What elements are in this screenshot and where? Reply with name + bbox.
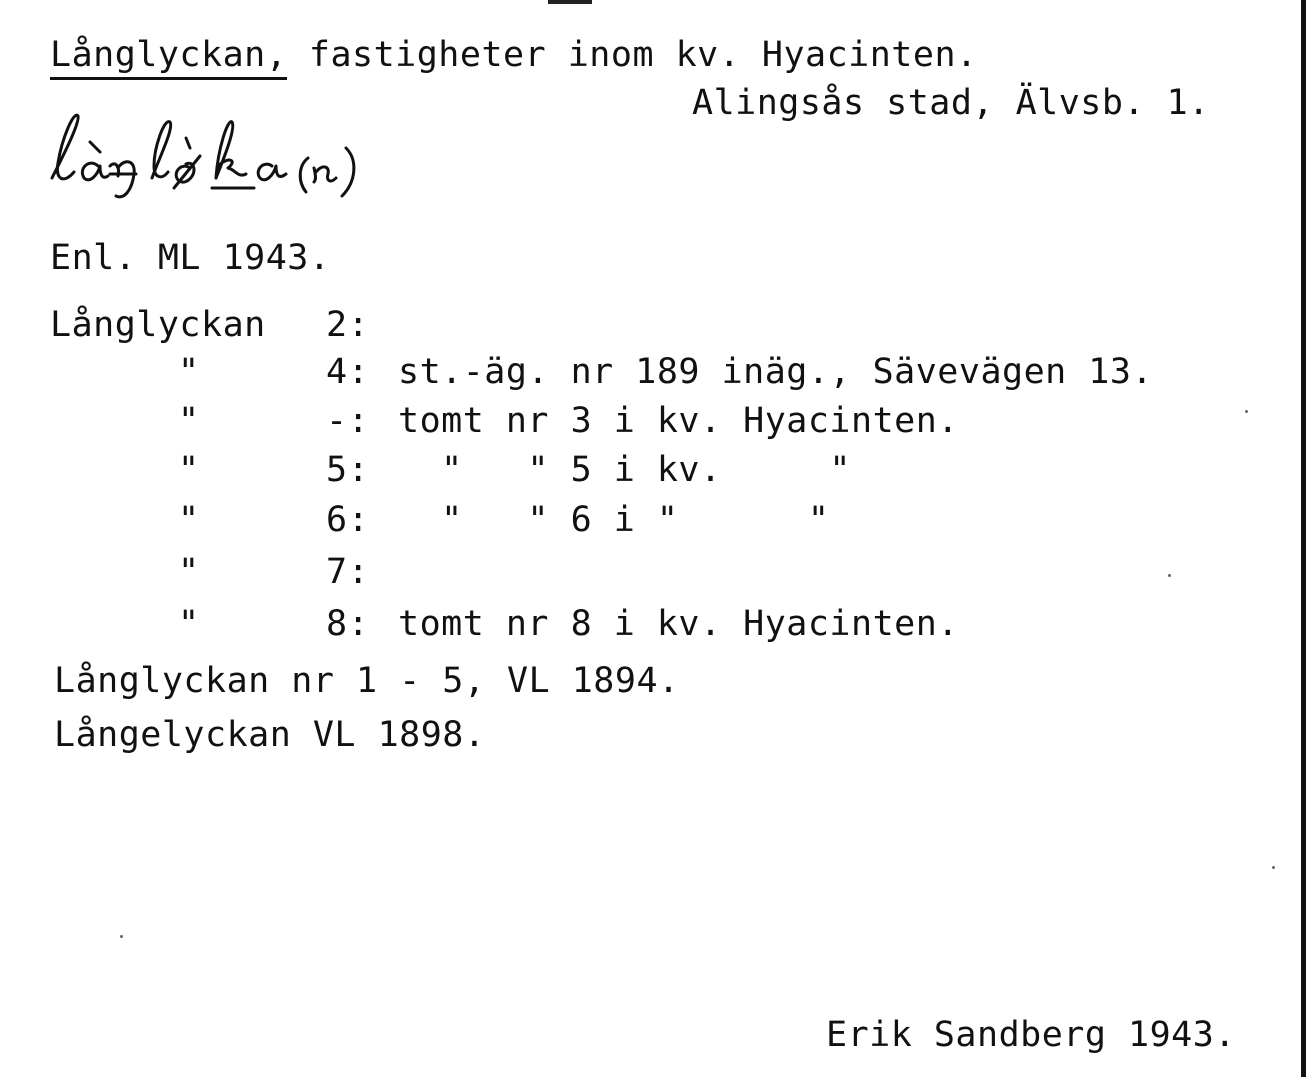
header-description: fastigheter inom kv. Hyacinten. (287, 35, 978, 75)
scan-speck (1168, 574, 1171, 577)
header-location: Alingsås stad, Älvsb. 1. (692, 83, 1210, 123)
top-edge-mark (548, 0, 592, 4)
place-name-underlined: Långlyckan, (50, 35, 287, 80)
note-line: Långlyckan nr 1 - 5, VL 1894. (54, 661, 680, 701)
entry-prefix: " (178, 450, 200, 490)
entry-number: 4: (326, 352, 370, 392)
entry-number: 6: (326, 500, 370, 540)
entry-number: -: (326, 401, 370, 441)
source-reference: Enl. ML 1943. (50, 238, 331, 278)
entry-text: st.-äg. nr 189 inäg., Sävevägen 13. (398, 352, 1154, 392)
entry-text: tomt nr 8 i kv. Hyacinten. (398, 604, 959, 644)
entry-number: 7: (326, 552, 370, 592)
entry-text: " " 6 i " " (398, 500, 830, 540)
entry-number: 8: (326, 604, 370, 644)
entry-prefix: " (178, 500, 200, 540)
signature: Erik Sandberg 1943. (826, 1015, 1236, 1055)
entry-prefix: " (178, 604, 200, 644)
entry-prefix: " (178, 552, 200, 592)
entry-text: tomt nr 3 i kv. Hyacinten. (398, 401, 959, 441)
entry-number: 2: (326, 305, 370, 345)
entry-prefix: Långlyckan (50, 305, 266, 345)
scan-speck (120, 935, 123, 938)
scan-speck (1245, 410, 1248, 413)
note-line: Långelyckan VL 1898. (54, 715, 486, 755)
card-right-border (1301, 0, 1306, 1077)
entry-number: 5: (326, 450, 370, 490)
scan-speck (1272, 866, 1275, 869)
entry-prefix: " (178, 352, 200, 392)
entry-text: " " 5 i kv. " (398, 450, 852, 490)
handwritten-pronunciation-drawing (40, 108, 520, 208)
header-line-1 (50, 35, 978, 75)
entry-prefix: " (178, 401, 200, 441)
